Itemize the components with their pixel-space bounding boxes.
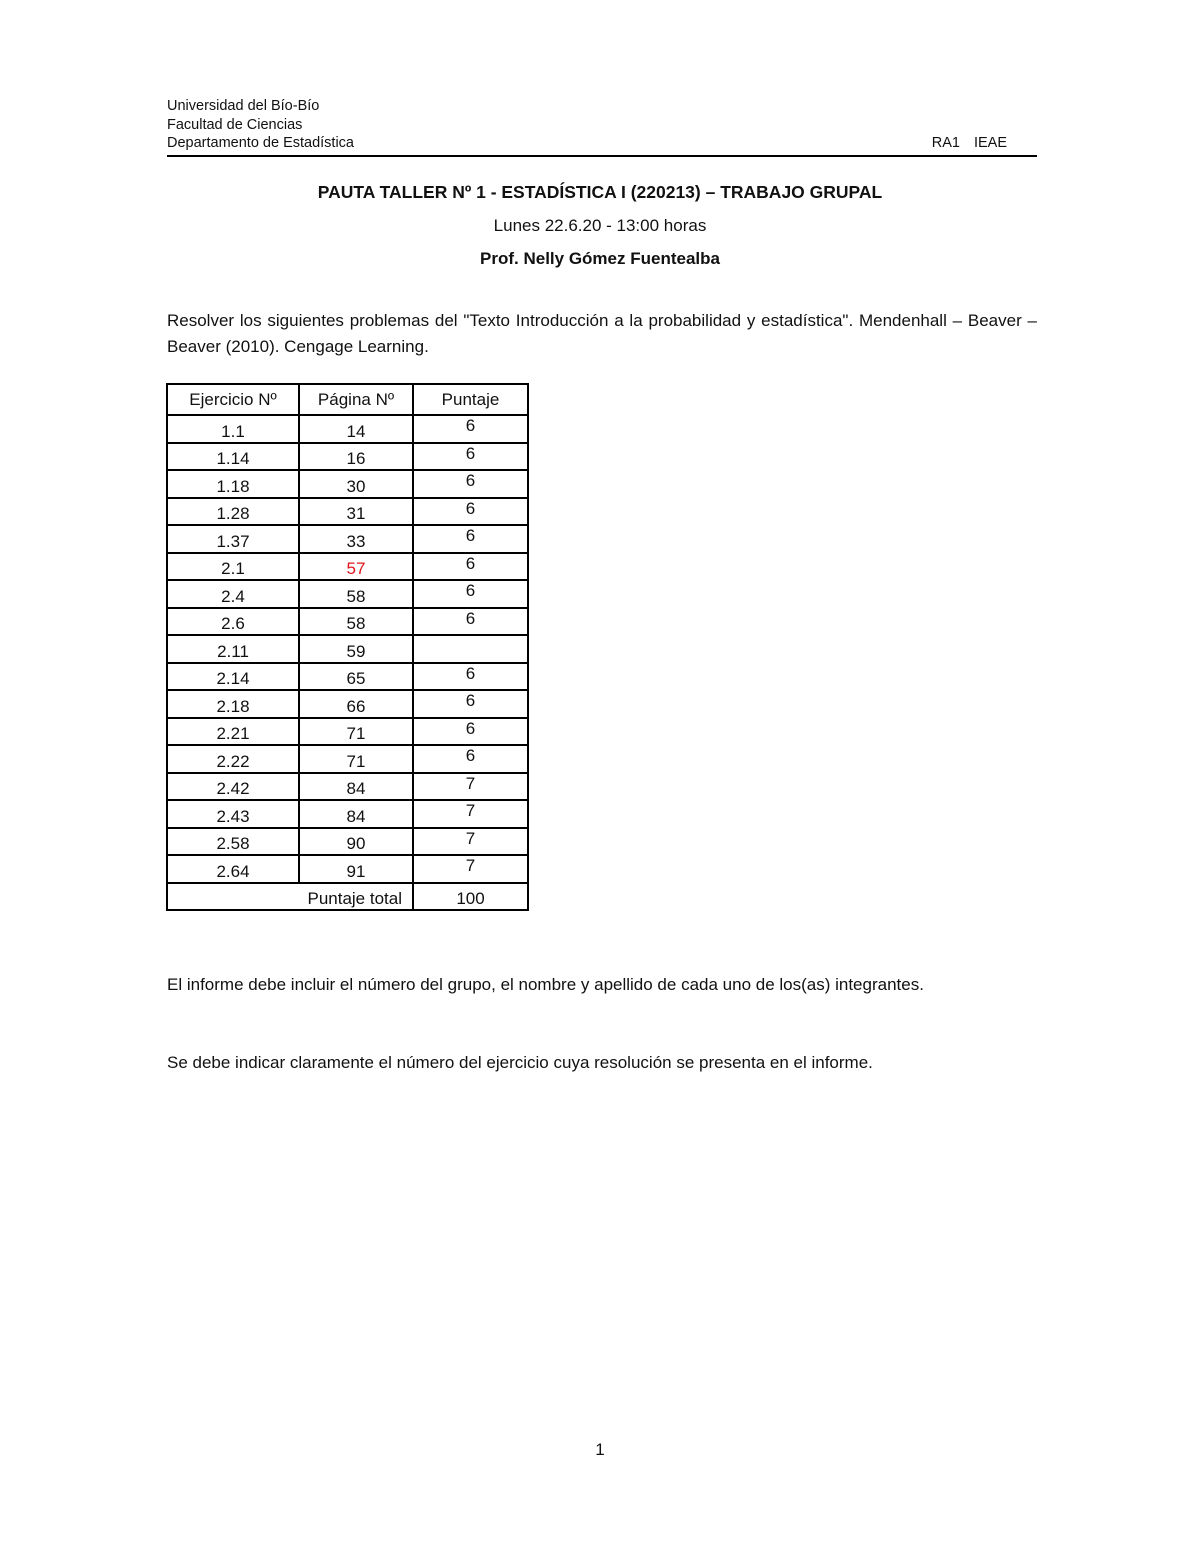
table-row xyxy=(167,828,528,856)
cell-exercise: 2.42 xyxy=(167,773,299,801)
cell-exercise: 2.22 xyxy=(167,745,299,773)
department-name: Departamento de Estadística xyxy=(167,135,354,151)
faculty-name: Facultad de Ciencias xyxy=(167,116,303,133)
cell-score: 6 xyxy=(413,553,528,581)
cell-score xyxy=(413,635,528,663)
cell-exercise: 2.58 xyxy=(167,828,299,856)
cell-page: 58 xyxy=(299,608,413,636)
cell-exercise: 2.11 xyxy=(167,635,299,663)
cell-score: 6 xyxy=(413,443,528,471)
cell-page: 14 xyxy=(299,415,413,443)
header-score: Puntaje xyxy=(413,384,528,415)
table-row xyxy=(167,415,528,443)
cell-page: 30 xyxy=(299,470,413,498)
cell-exercise: 2.43 xyxy=(167,800,299,828)
table-row xyxy=(167,525,528,553)
total-value: 100 xyxy=(413,883,528,911)
table-row xyxy=(167,580,528,608)
cell-score: 6 xyxy=(413,470,528,498)
table-row xyxy=(167,855,528,883)
cell-score: 6 xyxy=(413,498,528,526)
total-label: Puntaje total xyxy=(167,883,413,911)
cell-page: 33 xyxy=(299,525,413,553)
cell-score: 6 xyxy=(413,608,528,636)
cell-exercise: 1.28 xyxy=(167,498,299,526)
table-row xyxy=(167,498,528,526)
cell-score: 7 xyxy=(413,828,528,856)
cell-score: 6 xyxy=(413,663,528,691)
code-ra: RA1 xyxy=(931,135,960,151)
table-body xyxy=(167,415,528,910)
cell-exercise: 2.18 xyxy=(167,690,299,718)
cell-exercise: 2.4 xyxy=(167,580,299,608)
table-header-row xyxy=(167,384,528,415)
page-number: 1 xyxy=(595,1440,605,1459)
document-codes xyxy=(932,134,1037,153)
table-row xyxy=(167,635,528,663)
cell-page: 91 xyxy=(299,855,413,883)
cell-score: 7 xyxy=(413,773,528,801)
exercise-table-container xyxy=(166,383,529,911)
intro-paragraph: Resolver los siguientes problemas del "Texto Introducción a la probabilidad y estadística". Mendenhall – Beaver – Beaver (2010). Cengage Learning. xyxy=(167,311,1037,356)
cell-exercise: 1.37 xyxy=(167,525,299,553)
table-row xyxy=(167,608,528,636)
table-row xyxy=(167,773,528,801)
cell-score: 6 xyxy=(413,525,528,553)
cell-score: 6 xyxy=(413,745,528,773)
cell-page: 84 xyxy=(299,773,413,801)
department-row xyxy=(167,134,1037,157)
document-header xyxy=(167,97,1037,157)
cell-page: 90 xyxy=(299,828,413,856)
cell-exercise: 2.14 xyxy=(167,663,299,691)
cell-page: 66 xyxy=(299,690,413,718)
header-exercise: Ejercicio Nº xyxy=(167,384,299,415)
cell-score: 6 xyxy=(413,718,528,746)
university-name: Universidad del Bío-Bío xyxy=(167,98,320,114)
cell-exercise: 2.6 xyxy=(167,608,299,636)
cell-score: 7 xyxy=(413,855,528,883)
header-page: Página Nº xyxy=(299,384,413,415)
cell-exercise: 2.1 xyxy=(167,553,299,581)
cell-exercise: 2.64 xyxy=(167,855,299,883)
code-ieae: IEAE xyxy=(973,135,1007,151)
table-total-row xyxy=(167,883,528,911)
cell-page-highlighted: 57 xyxy=(299,553,413,581)
cell-page: 84 xyxy=(299,800,413,828)
table-row xyxy=(167,663,528,691)
cell-score: 6 xyxy=(413,580,528,608)
table-row xyxy=(167,718,528,746)
document-title: PAUTA TALLER Nº 1 - ESTADÍSTICA I (220213) – TRABAJO GRUPAL xyxy=(317,182,883,202)
table-row xyxy=(167,553,528,581)
cell-page: 59 xyxy=(299,635,413,663)
cell-score: 6 xyxy=(413,415,528,443)
report-requirements-paragraph: El informe debe incluir el número del grupo, el nombre y apellido de cada uno de los(as) integrantes. xyxy=(167,975,924,994)
cell-page: 65 xyxy=(299,663,413,691)
exercise-table xyxy=(166,383,529,911)
professor-name: Prof. Nelly Gómez Fuentealba xyxy=(480,249,720,268)
table-row xyxy=(167,690,528,718)
table-row xyxy=(167,470,528,498)
cell-score: 7 xyxy=(413,800,528,828)
cell-score: 6 xyxy=(413,690,528,718)
cell-page: 71 xyxy=(299,745,413,773)
cell-page: 31 xyxy=(299,498,413,526)
cell-page: 58 xyxy=(299,580,413,608)
cell-exercise: 1.14 xyxy=(167,443,299,471)
cell-page: 16 xyxy=(299,443,413,471)
exercise-indication-paragraph: Se debe indicar claramente el número del ejercicio cuya resolución se presenta en el informe. xyxy=(167,1053,873,1072)
document-date: Lunes 22.6.20 - 13:00 horas xyxy=(493,216,707,235)
table-row xyxy=(167,745,528,773)
cell-exercise: 1.18 xyxy=(167,470,299,498)
table-row xyxy=(167,800,528,828)
cell-exercise: 2.21 xyxy=(167,718,299,746)
table-row xyxy=(167,443,528,471)
cell-page: 71 xyxy=(299,718,413,746)
cell-exercise: 1.1 xyxy=(167,415,299,443)
